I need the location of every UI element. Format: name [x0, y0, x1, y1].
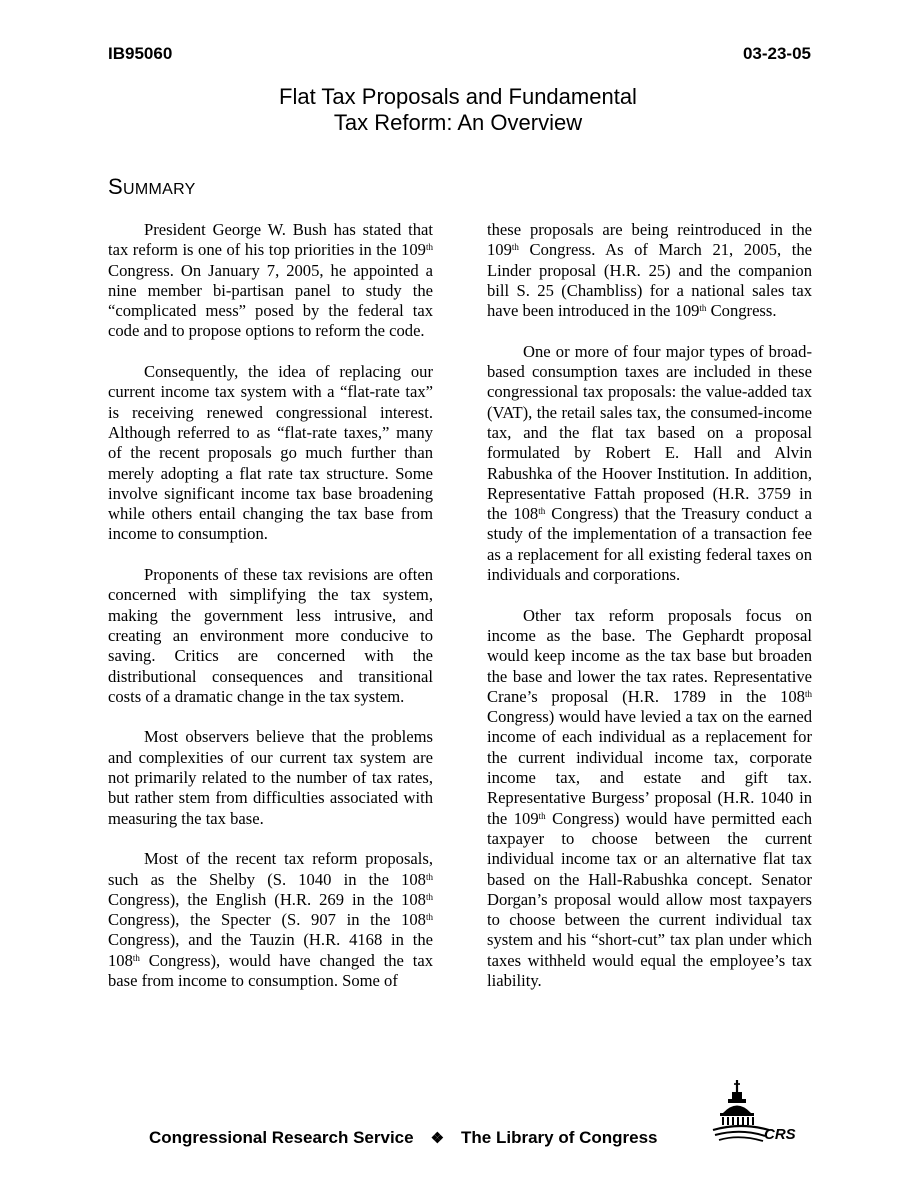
paragraph: these proposals are being reintroduced in the 109th Congress. As of March 21, 2005, the Linder proposal (H.R. 25) and the companion bill S. 25 (Chambliss) for a national sales tax have been introduced in the 109th Congress. [487, 220, 812, 321]
title-line-2: Tax Reform: An Overview [333, 110, 583, 135]
paragraph: Proponents of these tax revisions are often concerned with simplifying the tax system, making the government less intrusive, and creating an environment more conducive to saving. Critics are concerned with the distributional consequences and transitional costs of a dramatic change in the tax system. [108, 565, 433, 706]
right-column [487, 220, 812, 1012]
title-line-1: Flat Tax Proposals and Fundamental [279, 84, 637, 109]
document-date: 03-23-05 [742, 44, 811, 63]
heading-rest: UMMARY [122, 181, 196, 198]
footer [149, 1128, 658, 1148]
paragraph: Consequently, the idea of replacing our current income tax system with a “flat-rate tax” is receiving renewed congressional interest. Although referred to as “flat-rate taxes,” many of the recent proposals go much further than merely adopting a flat rate tax structure. Some involve significant income tax base broadening while others entail changing the tax base from income to consumption. [108, 362, 433, 544]
footer-crs: Congressional Research Service [149, 1128, 414, 1147]
footer-library: The Library of Congress [461, 1128, 658, 1147]
separator-diamond-icon: ❖ [430, 1130, 445, 1147]
page-title [0, 84, 916, 136]
paragraph: Other tax reform proposals focus on income as the base. The Gephardt proposal would keep income as the tax base but broaden the base and lower the tax rates. Representative Crane’s proposal (H.R. 1789 in the 108th Congress) would have levied a tax on the earned income of each individual as a replacement for the current individual income tax, corporate income tax, and estate and gift tax. Representative Burgess’ proposal (H.R. 1040 in the 109th Congress) would have permitted each taxpayer to choose between the current individual income tax or an alternative flat tax based on the Hall-Rabushka concept. Senator Dorgan’s proposal would allow most taxpayers to choose between the current individual tax system and his “short-cut” tax plan under which taxes withheld would equal the employee’s tax liability. [487, 605, 812, 990]
heading-initial: S [108, 174, 123, 199]
crs-logo-text: CRS [764, 1126, 796, 1143]
paragraph: Most observers believe that the problems and complexities of our current tax system are not primarily related to the number of tax rates, but rather stem from difficulties associated with measuring the tax base. [108, 727, 433, 828]
section-heading-summary [108, 174, 196, 200]
document-id: IB95060 [108, 44, 173, 63]
paragraph: One or more of four major types of broad-based consumption taxes are included in these congressional tax proposals: the value-added tax (VAT), the retail sales tax, the consumed-income tax, and the flat tax based on a proposal formulated by Robert E. Hall and Alvin Rabushka of the Hoover Institution. In addition, Representative Fattah proposed (H.R. 3759 in the 108th Congress) that the Treasury conduct a study of the implementation of a transaction fee as a replacement for all existing federal taxes on individuals and corporations. [487, 341, 812, 585]
paragraph: President George W. Bush has stated that tax reform is one of his top priorities in the 109th Congress. On January 7, 2005, he appointed a nine member bi-partisan panel to study the “complicated mess” posed by the federal tax code and to propose options to reform the code. [108, 220, 433, 341]
capitol-dome-icon [711, 1078, 807, 1150]
left-column [108, 220, 433, 1012]
crs-logo [711, 1078, 807, 1150]
paragraph: Most of the recent tax reform proposals, such as the Shelby (S. 1040 in the 108th Congress), the English (H.R. 269 in the 108th Congress), the Specter (S. 907 in the 108th Congress), and the Tauzin (H.R. 4168 in the 108th Congress), would have changed the tax base from income to consumption. Some of [108, 849, 433, 990]
